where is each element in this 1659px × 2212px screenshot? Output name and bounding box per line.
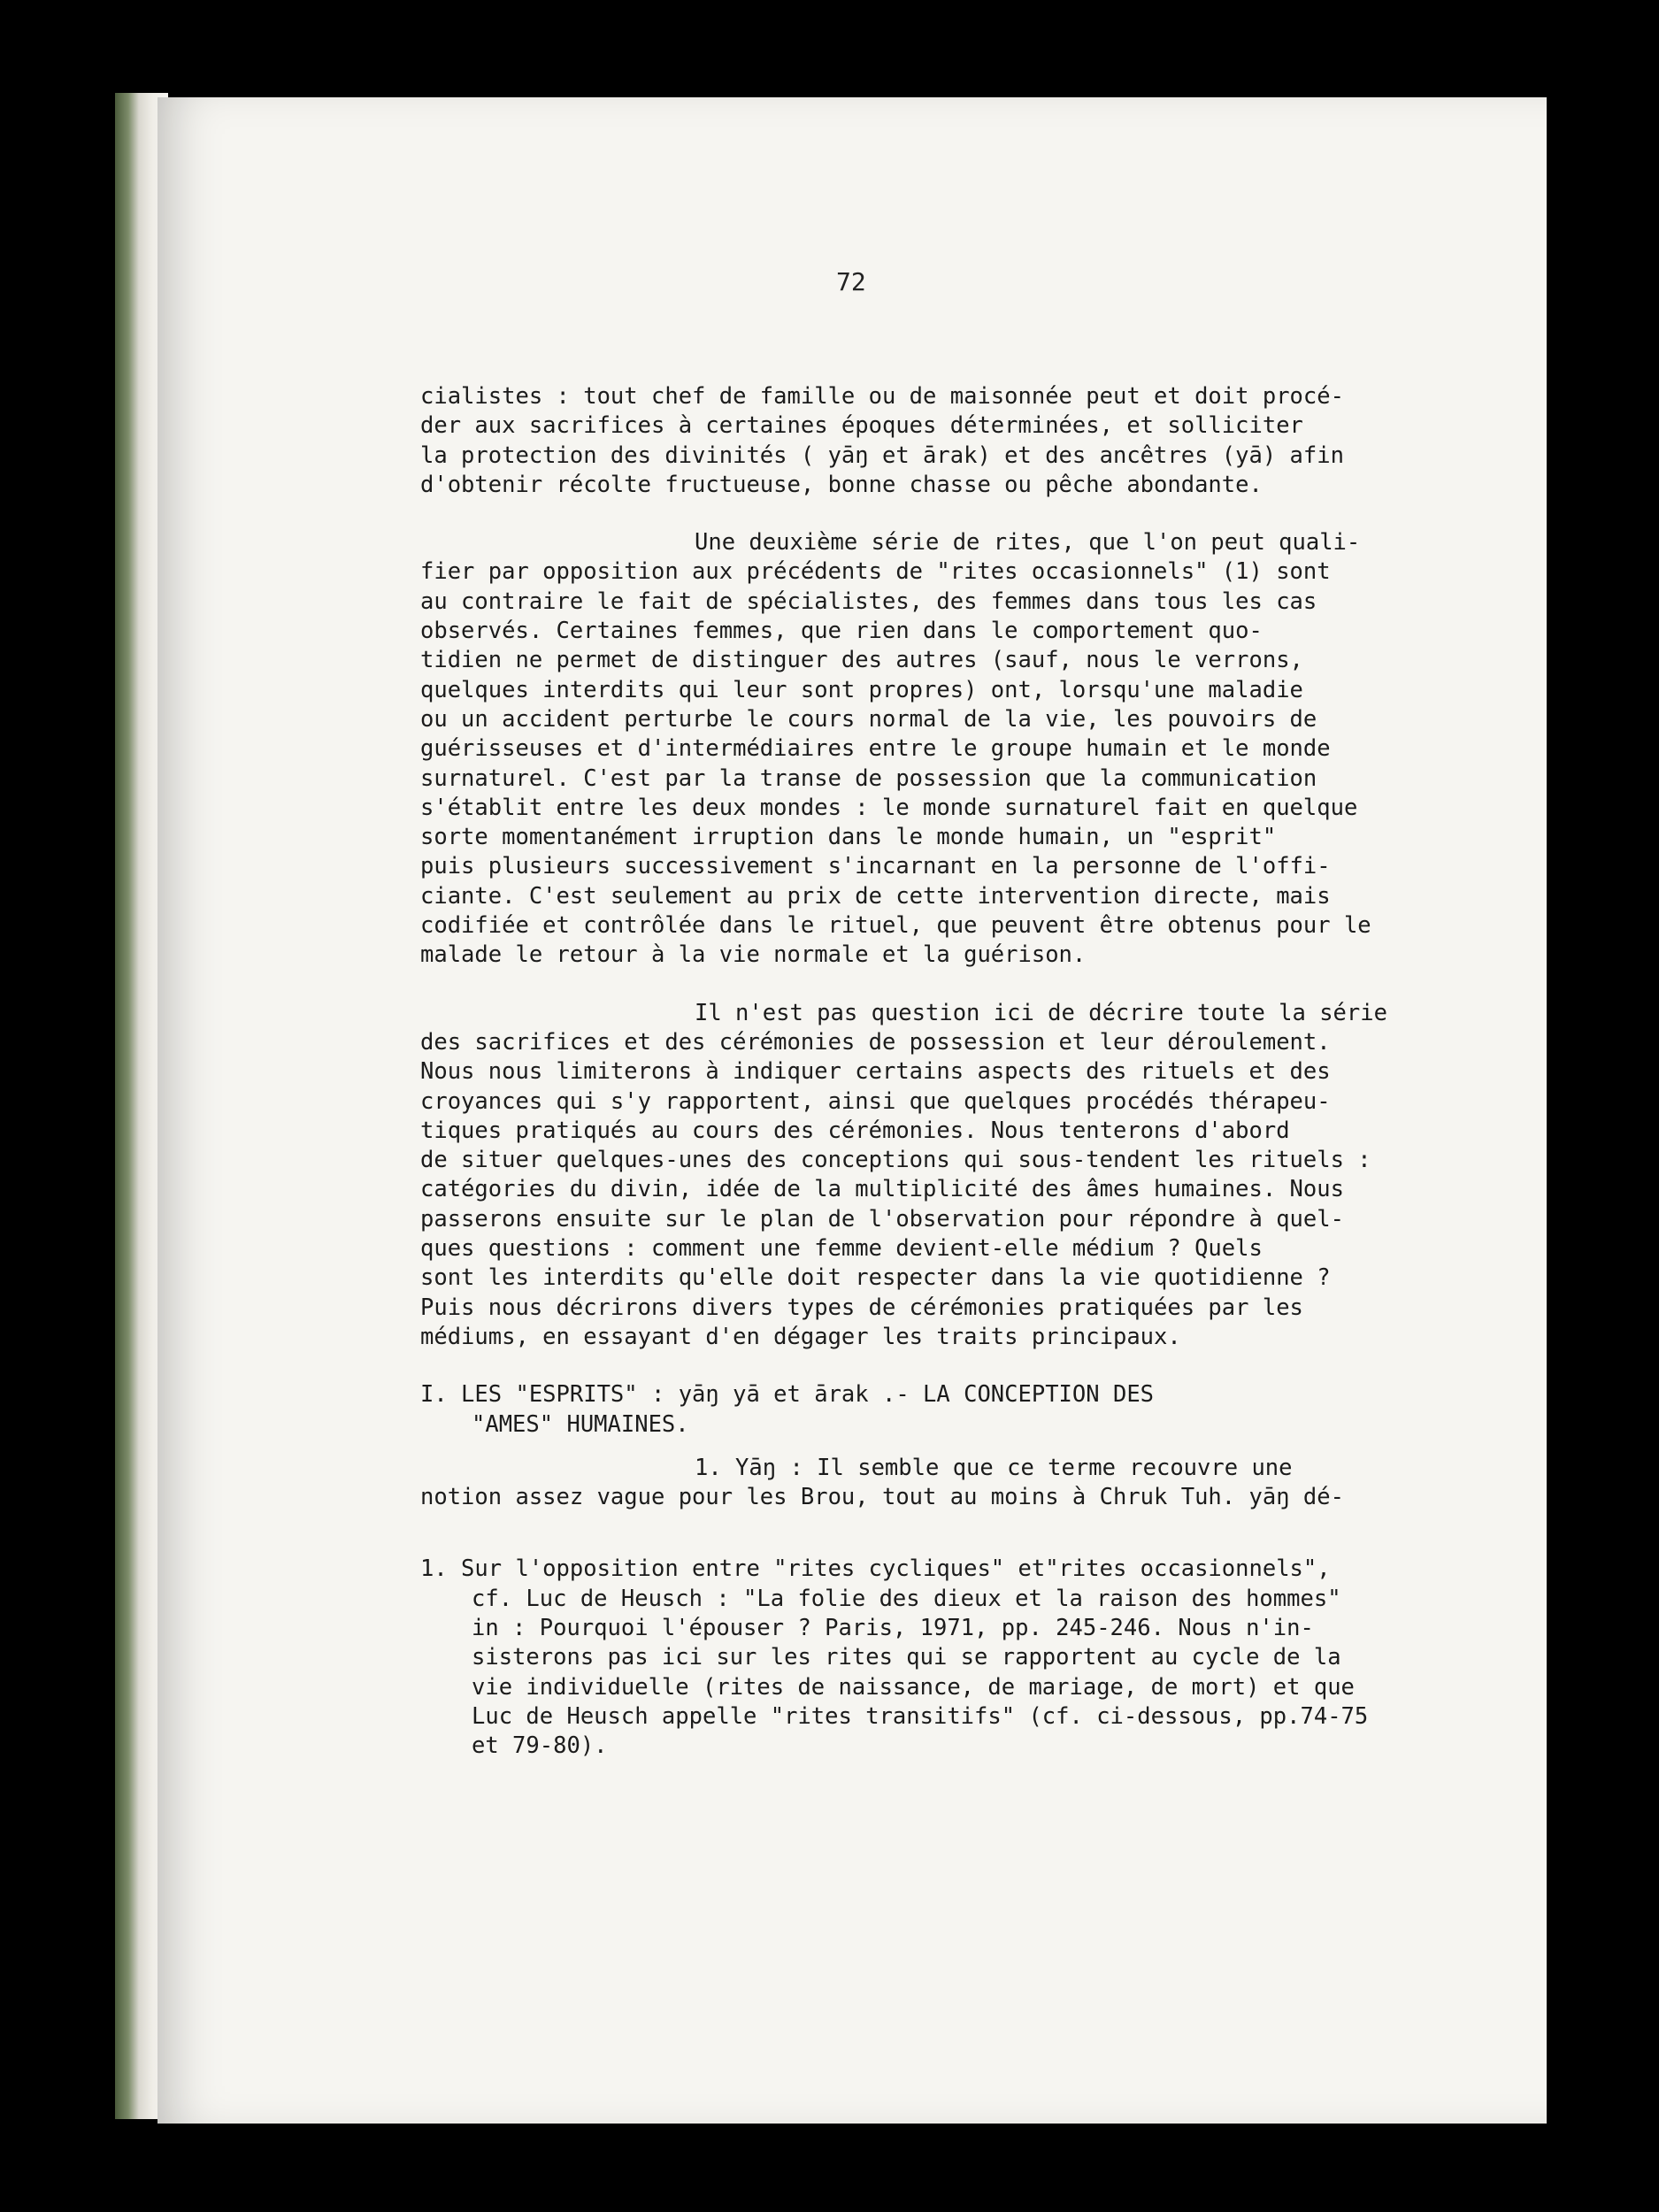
text-line: ou un accident perturbe le cours normal de la vie, les pouvoirs de — [420, 705, 1317, 733]
text-line: ciante. C'est seulement au prix de cette intervention directe, mais — [420, 882, 1331, 910]
text-line: Puis nous décrirons divers types de cérémonies pratiquées par les — [420, 1294, 1303, 1321]
text-line: Une deuxième série de rites, que l'on peut quali- — [695, 529, 1361, 557]
text-line: fier par opposition aux précédents de "rites occasionnels" (1) sont — [420, 558, 1331, 586]
text-line: Il n'est pas question ici de décrire toute la série — [695, 999, 1387, 1026]
text-line: croyances qui s'y rapportent, ainsi que quelques procédés thérapeu- — [420, 1087, 1331, 1115]
text-line: la protection des divinités ( yāŋ et ārak) et des ancêtres (yā) afin — [420, 442, 1344, 469]
footnote-line: Luc de Heusch appelle "rites transitifs" (cf. ci-dessous, pp.74-75 — [472, 1702, 1369, 1730]
heading-line: I. LES "ESPRITS" : yāŋ yā et ārak .- LA CONCEPTION DES — [420, 1381, 1155, 1409]
text-line: 1. Yāŋ : Il semble que ce terme recouvre une — [695, 1454, 1293, 1481]
text-line: passerons ensuite sur le plan de l'observation pour répondre à quel- — [420, 1205, 1344, 1233]
text-line: sont les interdits qu'elle doit respecter dans la vie quotidienne ? — [420, 1264, 1331, 1292]
text-line: tiques pratiqués au cours des cérémonies. Nous tenterons d'abord — [420, 1117, 1290, 1144]
text-line: au contraire le fait de spécialistes, des femmes dans tous les cas — [420, 588, 1317, 615]
text-line: notion assez vague pour les Brou, tout au moins à Chruk Tuh. yāŋ dé- — [420, 1484, 1344, 1511]
section-heading — [420, 1380, 1447, 1440]
text-line: codifiée et contrôlée dans le rituel, que peuvent être obtenus pour le — [420, 912, 1371, 940]
text-line: de situer quelques-unes des conceptions qui sous-tendent les rituels : — [420, 1147, 1371, 1174]
footnote-line: et 79-80). — [472, 1732, 608, 1760]
text-line: tidien ne permet de distinguer des autres (sauf, nous le verrons, — [420, 647, 1303, 674]
text-line: puis plusieurs successivement s'incarnant en la personne de l'offi- — [420, 853, 1331, 880]
text-line: des sacrifices et des cérémonies de possession et leur déroulement. — [420, 1028, 1331, 1056]
subsection-yang — [420, 1454, 1447, 1513]
footnote-line: sisterons pas ici sur les rites qui se rapportent au cycle de la — [472, 1644, 1341, 1671]
text-line: ques questions : comment une femme devient-elle médium ? Quels — [420, 1235, 1263, 1263]
text-line: observés. Certaines femmes, que rien dans le comportement quo- — [420, 618, 1263, 645]
heading-line: "AMES" HUMAINES. — [472, 1410, 689, 1438]
text-line: Nous nous limiterons à indiquer certains aspects des rituels et des — [420, 1058, 1331, 1086]
text-line: s'établit entre les deux mondes : le monde surnaturel fait en quelque — [420, 794, 1358, 821]
text-line: catégories du divin, idée de la multiplicité des âmes humaines. Nous — [420, 1176, 1344, 1203]
footnote-line: vie individuelle (rites de naissance, de mariage, de mort) et que — [472, 1673, 1355, 1701]
text-line: guérisseuses et d'intermédiaires entre le groupe humain et le monde — [420, 735, 1331, 763]
text-line: sorte momentanément irruption dans le monde humain, un "esprit" — [420, 824, 1277, 851]
text-line: médiums, en essayant d'en dégager les traits principaux. — [420, 1323, 1181, 1350]
footnote-line: in : Pourquoi l'épouser ? Paris, 1971, pp. 245-246. Nous n'in- — [472, 1614, 1314, 1641]
paragraph-2 — [420, 528, 1447, 970]
body-text — [420, 382, 1447, 1761]
text-line: d'obtenir récolte fructueuse, bonne chasse ou pêche abondante. — [420, 471, 1263, 498]
text-line: der aux sacrifices à certaines époques déterminées, et solliciter — [420, 412, 1303, 440]
footnote-line: 1. Sur l'opposition entre "rites cycliques" et"rites occasionnels", — [420, 1555, 1331, 1583]
text-line: cialistes : tout chef de famille ou de maisonnée peut et doit procé- — [420, 383, 1344, 410]
page-number: 72 — [836, 267, 866, 296]
paragraph-3 — [420, 999, 1447, 1353]
footnote — [420, 1555, 1447, 1761]
paragraph-1 — [420, 382, 1447, 500]
text-line: surnaturel. C'est par la transe de possession que la communication — [420, 764, 1317, 792]
text-line: malade le retour à la vie normale et la guérison. — [420, 941, 1087, 969]
text-line: quelques interdits qui leur sont propres) ont, lorsqu'une maladie — [420, 676, 1303, 703]
footnote-line: cf. Luc de Heusch : "La folie des dieux et la raison des hommes" — [472, 1585, 1341, 1612]
